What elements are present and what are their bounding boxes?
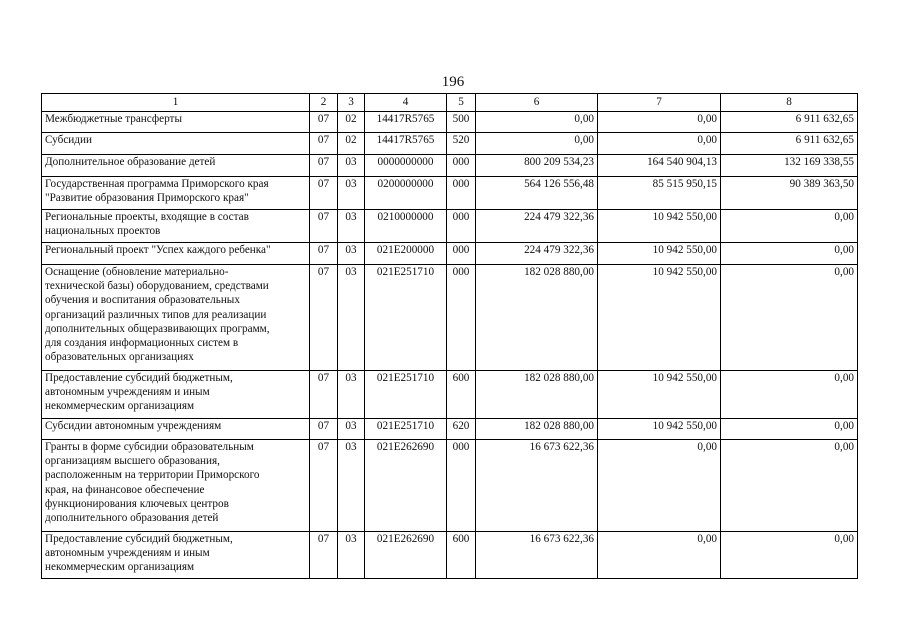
row-value-col8: 0,00 xyxy=(721,243,858,265)
header-col-1: 1 xyxy=(42,94,310,112)
table-body xyxy=(42,112,858,579)
row-value-col6: 224 479 322,36 xyxy=(476,243,598,265)
table-row xyxy=(42,371,858,419)
row-value-col7: 0,00 xyxy=(598,440,721,532)
row-value-col6: 182 028 880,00 xyxy=(476,265,598,371)
header-col-8: 8 xyxy=(721,94,858,112)
header-col-6: 6 xyxy=(476,94,598,112)
row-value-col8: 6 911 632,65 xyxy=(721,112,858,133)
row-target-code: 14417R5765 xyxy=(365,133,447,155)
row-target-code: 0210000000 xyxy=(365,210,447,243)
table-header xyxy=(42,94,858,112)
budget-table xyxy=(41,93,858,579)
row-value-col8: 0,00 xyxy=(721,440,858,532)
row-value-col6: 0,00 xyxy=(476,112,598,133)
row-subsection: 03 xyxy=(338,440,365,532)
row-name: Региональные проекты, входящие в состав национальных проектов xyxy=(42,210,310,243)
table-row xyxy=(42,112,858,133)
row-value-col7: 10 942 550,00 xyxy=(598,371,721,419)
row-value-col6: 224 479 322,36 xyxy=(476,210,598,243)
row-target-code: 021E251710 xyxy=(365,371,447,419)
row-expense-type: 000 xyxy=(447,440,476,532)
row-expense-type: 000 xyxy=(447,243,476,265)
row-section: 07 xyxy=(310,440,338,532)
row-value-col6: 0,00 xyxy=(476,133,598,155)
row-value-col7: 10 942 550,00 xyxy=(598,419,721,440)
row-value-col6: 16 673 622,36 xyxy=(476,532,598,579)
row-section: 07 xyxy=(310,155,338,177)
row-value-col7: 10 942 550,00 xyxy=(598,243,721,265)
row-value-col8: 0,00 xyxy=(721,419,858,440)
row-value-col7: 0,00 xyxy=(598,112,721,133)
row-name: Предоставление субсидий бюджетным, автономным учреждениям и иным некоммерческим организациям xyxy=(42,371,310,419)
row-value-col8: 6 911 632,65 xyxy=(721,133,858,155)
row-section: 07 xyxy=(310,265,338,371)
row-target-code: 14417R5765 xyxy=(365,112,447,133)
row-subsection: 03 xyxy=(338,265,365,371)
row-name: Межбюджетные трансферты xyxy=(42,112,310,133)
row-name: Гранты в форме субсидии образовательным организациям высшего образования, расположенным на территории Приморского края, на финансовое обеспечение функционирования ключевых центров дополнительного образования детей xyxy=(42,440,310,532)
header-col-4: 4 xyxy=(365,94,447,112)
row-section: 07 xyxy=(310,243,338,265)
header-col-7: 7 xyxy=(598,94,721,112)
row-section: 07 xyxy=(310,419,338,440)
row-subsection: 03 xyxy=(338,532,365,579)
header-col-3: 3 xyxy=(338,94,365,112)
row-name: Субсидии автономным учреждениям xyxy=(42,419,310,440)
row-subsection: 03 xyxy=(338,243,365,265)
row-target-code: 021E262690 xyxy=(365,440,447,532)
table-row xyxy=(42,243,858,265)
table-row xyxy=(42,265,858,371)
header-row xyxy=(42,94,858,112)
row-expense-type: 600 xyxy=(447,532,476,579)
row-value-col7: 0,00 xyxy=(598,532,721,579)
row-expense-type: 000 xyxy=(447,210,476,243)
row-value-col7: 10 942 550,00 xyxy=(598,265,721,371)
row-expense-type: 600 xyxy=(447,371,476,419)
table-row xyxy=(42,133,858,155)
row-name: Дополнительное образование детей xyxy=(42,155,310,177)
table-row xyxy=(42,440,858,532)
row-section: 07 xyxy=(310,532,338,579)
row-section: 07 xyxy=(310,112,338,133)
row-expense-type: 000 xyxy=(447,155,476,177)
row-value-col7: 10 942 550,00 xyxy=(598,210,721,243)
row-target-code: 021E251710 xyxy=(365,265,447,371)
row-expense-type: 000 xyxy=(447,177,476,210)
row-subsection: 03 xyxy=(338,155,365,177)
table-row xyxy=(42,532,858,579)
row-value-col8: 0,00 xyxy=(721,210,858,243)
table-row xyxy=(42,210,858,243)
row-value-col8: 0,00 xyxy=(721,371,858,419)
row-subsection: 03 xyxy=(338,371,365,419)
row-value-col6: 182 028 880,00 xyxy=(476,419,598,440)
row-expense-type: 000 xyxy=(447,265,476,371)
row-expense-type: 500 xyxy=(447,112,476,133)
row-section: 07 xyxy=(310,133,338,155)
row-name: Оснащение (обновление материально- технической базы) оборудованием, средствами обучения и воспитания образовательных организаций различных типов для реализации дополнительных общеразвивающих программ, для создания информационных систем в образовательных организациях xyxy=(42,265,310,371)
row-subsection: 03 xyxy=(338,210,365,243)
row-section: 07 xyxy=(310,371,338,419)
row-value-col6: 800 209 534,23 xyxy=(476,155,598,177)
row-value-col8: 132 169 338,55 xyxy=(721,155,858,177)
row-value-col7: 85 515 950,15 xyxy=(598,177,721,210)
row-value-col7: 164 540 904,13 xyxy=(598,155,721,177)
row-section: 07 xyxy=(310,210,338,243)
row-expense-type: 620 xyxy=(447,419,476,440)
row-value-col8: 90 389 363,50 xyxy=(721,177,858,210)
row-value-col6: 564 126 556,48 xyxy=(476,177,598,210)
row-value-col7: 0,00 xyxy=(598,133,721,155)
header-col-2: 2 xyxy=(310,94,338,112)
table-row xyxy=(42,155,858,177)
row-section: 07 xyxy=(310,177,338,210)
row-target-code: 0000000000 xyxy=(365,155,447,177)
row-name: Региональный проект "Успех каждого ребенка" xyxy=(42,243,310,265)
row-name: Субсидии xyxy=(42,133,310,155)
row-value-col6: 16 673 622,36 xyxy=(476,440,598,532)
row-value-col6: 182 028 880,00 xyxy=(476,371,598,419)
row-target-code: 021E251710 xyxy=(365,419,447,440)
row-subsection: 03 xyxy=(338,419,365,440)
row-name: Государственная программа Приморского края "Развитие образования Приморского края" xyxy=(42,177,310,210)
header-col-5: 5 xyxy=(447,94,476,112)
table-row xyxy=(42,419,858,440)
page-number: 196 xyxy=(441,74,465,90)
row-subsection: 03 xyxy=(338,177,365,210)
row-target-code: 0200000000 xyxy=(365,177,447,210)
table-row xyxy=(42,177,858,210)
row-expense-type: 520 xyxy=(447,133,476,155)
row-value-col8: 0,00 xyxy=(721,265,858,371)
row-target-code: 021E262690 xyxy=(365,532,447,579)
row-subsection: 02 xyxy=(338,133,365,155)
row-name: Предоставление субсидий бюджетным, автономным учреждениям и иным некоммерческим организациям xyxy=(42,532,310,579)
row-subsection: 02 xyxy=(338,112,365,133)
row-value-col8: 0,00 xyxy=(721,532,858,579)
row-target-code: 021E200000 xyxy=(365,243,447,265)
